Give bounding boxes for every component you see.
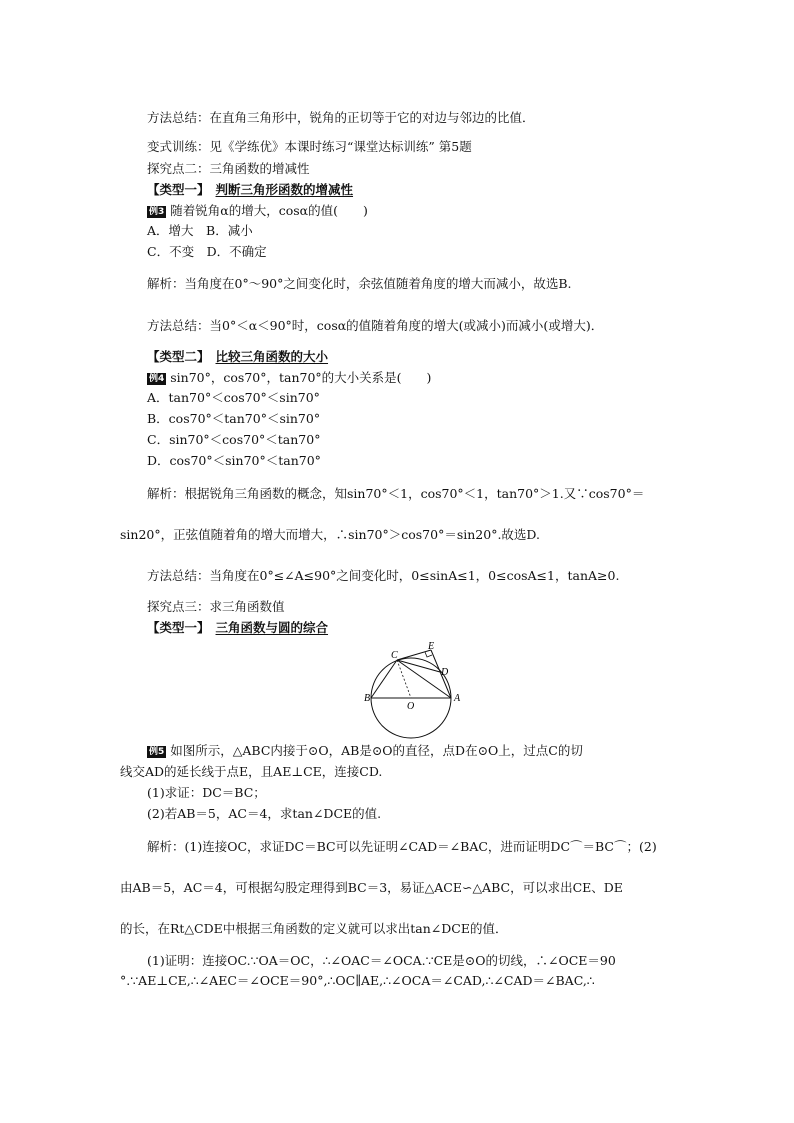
label-c: C bbox=[391, 650, 398, 661]
option-b: B．cos70°＜tan70°＜sin70° bbox=[147, 411, 321, 426]
example-label: 例5 bbox=[149, 747, 165, 757]
type-heading-3 bbox=[147, 619, 328, 637]
label-a: A bbox=[454, 693, 461, 704]
example-5-text: 如图所示，△ABC内接于⊙O，AB是⊙O的直径，点D在⊙O上，过点C的切 bbox=[170, 743, 583, 758]
option-c: C．sin70°＜cos70°＜tan70° bbox=[147, 432, 321, 447]
example-3-text: 随着锐角α的增大，cosα的值( ) bbox=[170, 203, 368, 218]
segment-cd bbox=[397, 660, 440, 672]
section-heading-2: 探究点二：三角函数的增减性 bbox=[147, 161, 310, 176]
analysis-4b: sin20°，正弦值随着角的增大而增大，∴sin70°＞cos70°＝sin20°.故选D. bbox=[120, 527, 540, 542]
option-d: D．cos70°＜sin70°＜tan70° bbox=[147, 453, 321, 468]
segment-co bbox=[397, 660, 411, 698]
proof-1: (1)证明：连接OC.∵OA＝OC，∴∠OAC＝∠OCA.∵CE是⊙O的切线，∴∠OCE＝90 bbox=[147, 953, 616, 968]
type-title: 三角函数与圆的综合 bbox=[215, 620, 329, 635]
analysis-3: 解析：当角度在0°～90°之间变化时，余弦值随着角度的增大而减小，故选B. bbox=[147, 276, 572, 291]
example-4 bbox=[147, 369, 431, 387]
section-heading-3: 探究点三：求三角函数值 bbox=[147, 599, 285, 614]
example-4-text: sin70°，cos70°，tan70°的大小关系是( ) bbox=[170, 370, 432, 385]
question-1: (1)求证：DC＝BC； bbox=[147, 785, 266, 800]
variant-training: 变式训练：见《学练优》本课时练习“课堂达标训练” 第5题 bbox=[147, 139, 472, 154]
type-title: 判断三角形函数的增减性 bbox=[215, 182, 354, 197]
label-e: E bbox=[428, 641, 435, 652]
type-tag: 【类型一】 bbox=[147, 620, 210, 635]
right-angle-mark bbox=[425, 652, 432, 657]
analysis-5c: 的长，在Rt△CDE中根据三角函数的定义就可以求出tan∠DCE的值． bbox=[120, 921, 508, 936]
example-3 bbox=[147, 202, 368, 220]
type-heading-1 bbox=[147, 181, 353, 199]
option-a: A．tan70°＜cos70°＜sin70° bbox=[147, 390, 320, 405]
option-cd: C．不变 D．不确定 bbox=[147, 244, 267, 259]
type-tag: 【类型二】 bbox=[147, 349, 210, 364]
label-d: D bbox=[441, 667, 449, 678]
type-tag: 【类型一】 bbox=[147, 182, 210, 197]
example-5-cont: 线交AD的延长线于点E，且AE⊥CE，连接CD. bbox=[120, 764, 383, 779]
example-label: 例3 bbox=[149, 207, 165, 217]
analysis-5a: 解析：(1)连接OC，求证DC＝BC可以先证明∠CAD＝∠BAC，进而证明DC⌒＝BC⌒；(2) bbox=[147, 839, 657, 854]
option-ab: A．增大 B．减小 bbox=[147, 223, 253, 238]
example-5 bbox=[147, 742, 583, 760]
question-2: (2)若AB＝5，AC＝4，求tan∠DCE的值. bbox=[147, 806, 382, 821]
label-b: B bbox=[364, 693, 371, 704]
example-label: 例4 bbox=[149, 374, 165, 384]
proof-2: °.∵AE⊥CE,∴∠AEC＝∠OCE＝90°,∴OC∥AE,∴∠OCA＝∠CAD,∴∠CAD＝∠BAC,∴ bbox=[120, 973, 595, 988]
label-o: O bbox=[407, 701, 415, 712]
analysis-4a: 解析：根据锐角三角函数的概念，知sin70°＜1，cos70°＜1，tan70°＞1.又∵cos70°＝ bbox=[147, 486, 645, 501]
method-summary-3: 方法总结：当角度在0°≤∠A≤90°之间变化时，0≤sinA≤1，0≤cosA≤1，tanA≥0. bbox=[147, 568, 620, 583]
method-summary-2: 方法总结：当0°＜α＜90°时，cosα的值随着角度的增大(或减小)而减小(或增大)． bbox=[147, 318, 604, 333]
type-title: 比较三角函数的大小 bbox=[215, 349, 329, 364]
type-heading-2 bbox=[147, 348, 328, 366]
segment-bc bbox=[371, 660, 397, 698]
method-summary-1: 方法总结：在直角三角形中，锐角的正切等于它的对边与邻边的比值． bbox=[147, 110, 535, 125]
circle-figure bbox=[366, 641, 476, 741]
analysis-5b: 由AB＝5，AC＝4，可根据勾股定理得到BC＝3，易证△ACE∽△ABC，可以求出CE、DE bbox=[120, 880, 623, 895]
